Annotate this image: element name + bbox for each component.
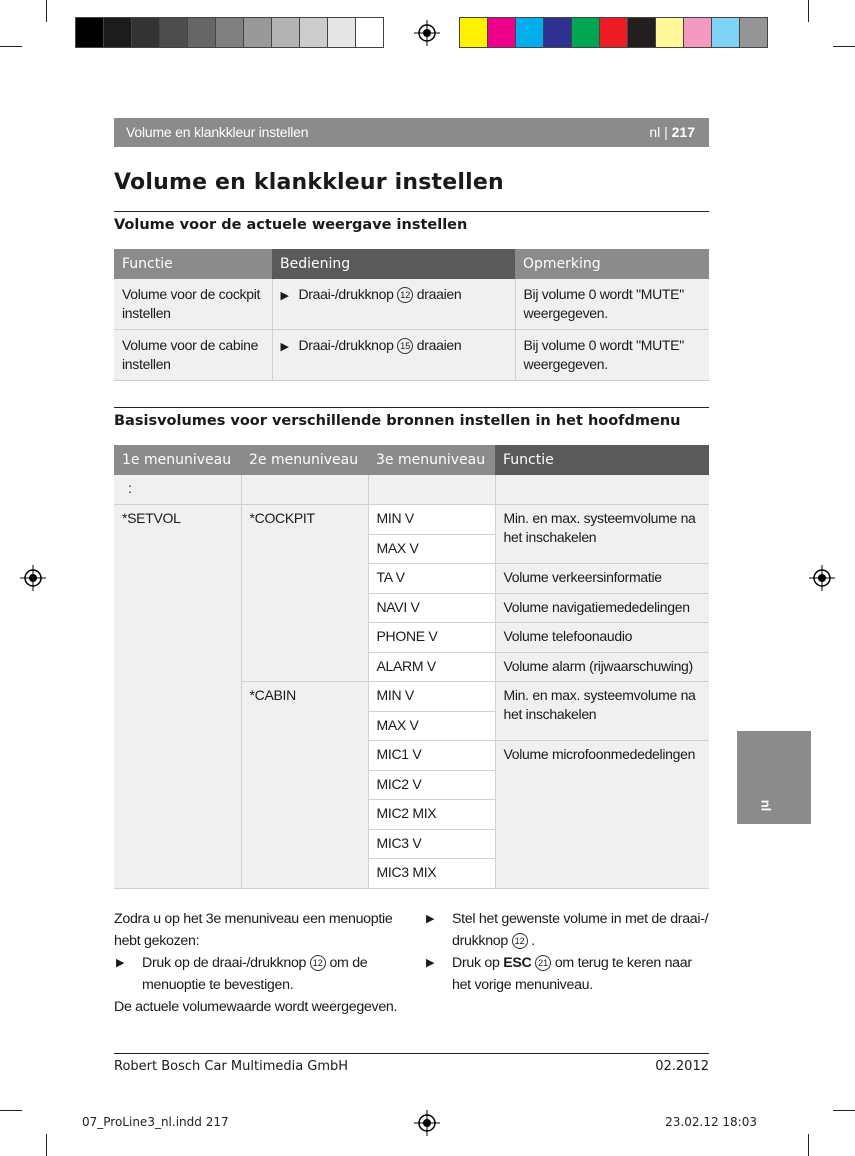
arrow-bullet-icon: ▶ <box>116 957 125 969</box>
level3-item: ALARM V <box>368 652 495 682</box>
reference-number-icon: 12 <box>512 933 528 949</box>
color-swatch <box>327 17 356 48</box>
paragraph: De actuele volumewaarde wordt weergegeven. <box>114 999 398 1015</box>
level3-item: TA V <box>368 564 495 594</box>
color-swatch <box>655 17 684 48</box>
cell-function: Volume voor de cockpit instellen <box>114 279 272 330</box>
ellipsis-cell: : <box>114 475 241 505</box>
arrow-bullet-icon: ▶ <box>280 290 289 302</box>
divider <box>114 211 709 212</box>
function-cell: Volume microfoonmededelingen <box>495 741 709 889</box>
body-right-column <box>424 908 709 996</box>
running-header-title: Volume en klankkleur instellen <box>126 124 309 140</box>
cell-action: ▶ Draai-/drukknop 15 draaien <box>272 330 515 381</box>
footer-date: 02.2012 <box>655 1059 709 1074</box>
color-swatch <box>683 17 712 48</box>
level3-item: PHONE V <box>368 623 495 653</box>
empty-cell <box>241 475 368 505</box>
level3-item: MIN V <box>368 682 495 712</box>
color-swatch <box>103 17 132 48</box>
color-swatch <box>243 17 272 48</box>
color-swatch <box>571 17 600 48</box>
slug-timestamp: 23.02.12 18:03 <box>665 1115 757 1129</box>
color-swatch <box>711 17 740 48</box>
menu-table <box>114 445 709 889</box>
grayscale-color-bar <box>75 17 383 48</box>
color-swatch <box>515 17 544 48</box>
cell-remark: Bij volume 0 wordt "MUTE" weergegeven. <box>515 330 709 381</box>
level3-item: NAVI V <box>368 593 495 623</box>
column-header: 3e menuniveau <box>368 445 495 475</box>
cell-function: Volume voor de cabine instellen <box>114 330 272 381</box>
bullet-item: ▶ Stel het gewenste volume in met de draai-/ drukknop 12 . <box>424 908 709 952</box>
level3-item: MIN V <box>368 505 495 535</box>
crop-mark <box>833 1110 855 1111</box>
color-swatch <box>355 17 384 48</box>
color-swatch <box>131 17 160 48</box>
body-left-column <box>114 908 399 1018</box>
level2-cabin: *CABIN <box>241 682 368 889</box>
footer-divider <box>114 1053 709 1054</box>
reference-number-icon: 12 <box>397 287 413 303</box>
table-header-row <box>114 249 709 279</box>
function-cell: Min. en max. systeemvolume na het inschakelen <box>495 682 709 741</box>
table-header-row <box>114 445 709 475</box>
running-header <box>114 118 709 147</box>
color-swatch <box>271 17 300 48</box>
table-row <box>114 475 709 505</box>
column-header: 1e menuniveau <box>114 445 241 475</box>
function-cell: Volume telefoonaudio <box>495 623 709 653</box>
arrow-bullet-icon: ▶ <box>280 341 289 353</box>
column-header: Bediening <box>272 249 515 279</box>
level3-item: MIC3 MIX <box>368 859 495 889</box>
registration-mark-icon <box>414 1110 440 1136</box>
arrow-bullet-icon: ▶ <box>426 913 435 925</box>
column-header: Opmerking <box>515 249 709 279</box>
crop-mark <box>46 1134 47 1156</box>
cell-action: ▶ Draai-/drukknop 12 draaien <box>272 279 515 330</box>
color-swatch <box>487 17 516 48</box>
table-row <box>114 279 709 330</box>
crop-mark <box>808 0 809 22</box>
process-color-bar <box>459 17 767 48</box>
cell-remark: Bij volume 0 wordt "MUTE" weergegeven. <box>515 279 709 330</box>
volume-table <box>114 249 709 381</box>
function-cell: Volume navigatiemededelingen <box>495 593 709 623</box>
registration-mark-icon <box>414 20 440 46</box>
crop-mark <box>0 1110 22 1111</box>
color-swatch <box>187 17 216 48</box>
level1-setvol: *SETVOL <box>114 505 241 889</box>
table-row <box>114 330 709 381</box>
bullet-item: ▶ Druk op de draai-/drukknop 12 om de menuoptie te bevestigen. <box>114 952 399 996</box>
level3-item: MIC2 MIX <box>368 800 495 830</box>
paragraph: Zodra u op het 3e menuniveau een menuoptie hebt gekozen: <box>114 911 393 949</box>
column-header: Functie <box>495 445 709 475</box>
color-swatch <box>627 17 656 48</box>
column-header: Functie <box>114 249 272 279</box>
function-cell: Volume verkeersinformatie <box>495 564 709 594</box>
color-swatch <box>159 17 188 48</box>
level3-item: MIC3 V <box>368 829 495 859</box>
section-title: Volume voor de actuele weergave instellen <box>114 217 468 233</box>
crop-mark <box>46 0 47 22</box>
reference-number-icon: 15 <box>397 338 413 354</box>
color-swatch <box>75 17 104 48</box>
empty-cell <box>368 475 495 505</box>
reference-number-icon: 21 <box>535 955 551 971</box>
color-swatch <box>739 17 768 48</box>
level3-item: MIC1 V <box>368 741 495 771</box>
reference-number-icon: 12 <box>310 955 326 971</box>
language-tab-label: nl <box>758 799 774 812</box>
key-label: ESC <box>503 955 532 971</box>
color-swatch <box>543 17 572 48</box>
color-swatch <box>299 17 328 48</box>
section-title: Basisvolumes voor verschillende bronnen instellen in het hoofdmenu <box>114 413 681 429</box>
slug-filename: 07_ProLine3_nl.indd 217 <box>82 1115 229 1129</box>
level3-item: MAX V <box>368 534 495 564</box>
level3-item: MIC2 V <box>368 770 495 800</box>
registration-mark-icon <box>20 565 46 591</box>
table-row <box>114 505 709 535</box>
footer-company: Robert Bosch Car Multimedia GmbH <box>114 1059 349 1074</box>
function-cell: Min. en max. systeemvolume na het inschakelen <box>495 505 709 564</box>
registration-mark-icon <box>809 565 835 591</box>
color-swatch <box>215 17 244 48</box>
color-swatch <box>599 17 628 48</box>
crop-mark <box>808 1134 809 1156</box>
color-swatch <box>459 17 488 48</box>
function-cell: Volume alarm (rijwaarschuwing) <box>495 652 709 682</box>
page-number: nl | 217 <box>649 124 695 140</box>
divider <box>114 407 709 408</box>
column-header: 2e menuniveau <box>241 445 368 475</box>
crop-mark <box>0 46 22 47</box>
page-title: Volume en klankkleur instellen <box>114 170 504 195</box>
level3-item: MAX V <box>368 711 495 741</box>
level2-cockpit: *COCKPIT <box>241 505 368 682</box>
language-tab <box>737 731 811 824</box>
bullet-item: ▶ Druk op ESC 21 om terug te keren naar het vorige menuniveau. <box>424 952 709 996</box>
empty-cell <box>495 475 709 505</box>
arrow-bullet-icon: ▶ <box>426 957 435 969</box>
crop-mark <box>833 46 855 47</box>
